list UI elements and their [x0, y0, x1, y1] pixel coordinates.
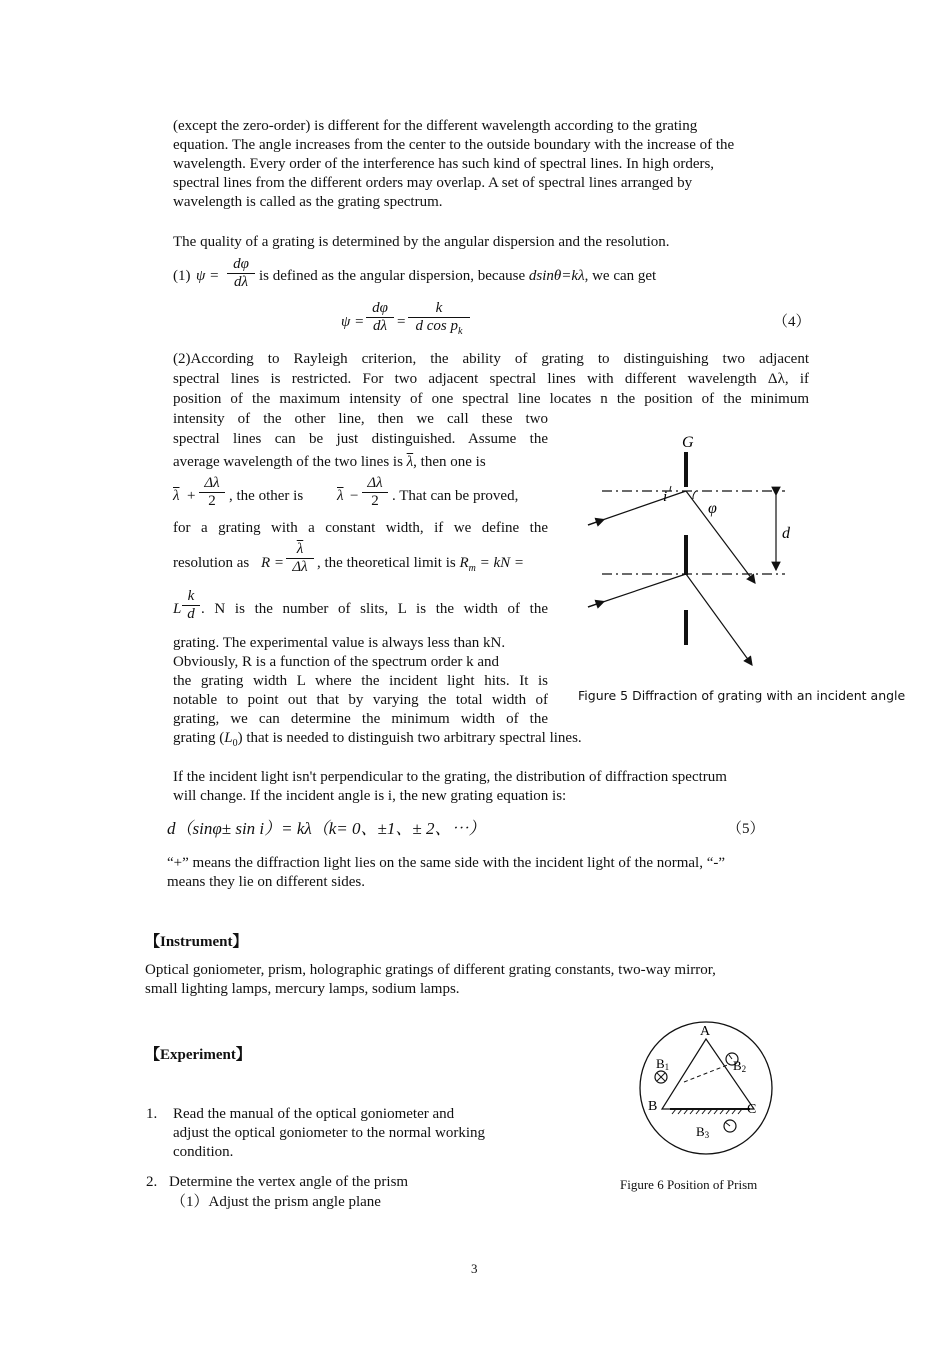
fraction-numerator: dφ	[227, 256, 255, 274]
label-phi: φ	[708, 500, 717, 517]
text-line: intensity of the other line, then we call these two	[173, 411, 548, 427]
minus-sign: −	[350, 488, 359, 504]
fraction-denominator: dλ	[373, 318, 387, 334]
eq4-fraction-1	[366, 300, 394, 335]
def-text-c: , we can get	[584, 268, 657, 284]
step-number: 1.	[146, 1106, 158, 1122]
eq4-lhs: ψ =	[341, 314, 365, 330]
figure-5-diagram	[580, 425, 810, 675]
text-line: the grating width L where the incident light hits. It is	[173, 673, 548, 689]
text-line: grating, we can determine the minimum width of the	[173, 711, 548, 727]
angle-arc-i	[670, 486, 671, 491]
text-line: wavelength. Every order of the interference has such kind of spectral lines. In high orders,	[173, 156, 715, 172]
text-line: Obviously, R is a function of the spectrum order k and	[173, 654, 500, 670]
eq4-fraction-2	[408, 300, 470, 340]
eq4-equals: =	[397, 314, 406, 330]
label-B: B	[648, 1099, 658, 1114]
symbol-L: L	[173, 601, 182, 617]
text-line: (2)According to Rayleigh criterion, the ability of grating to distinguishing two adjacent	[173, 351, 809, 367]
text-line: Optical goniometer, prism, holographic gratings of different grating constants, two-way mirror,	[145, 962, 716, 978]
text-line: spectral lines from the different orders may overlap. A set of spectral lines arranged by	[173, 175, 693, 191]
label-B3: B3	[696, 1124, 710, 1140]
figure-6-diagram	[634, 1015, 776, 1165]
eq5-label: （5）	[727, 821, 765, 837]
text-line: grating $(L_0)$ that is needed to distinguish two arbitrary spectral lines.	[173, 730, 582, 749]
step-text: adjust the optical goniometer to the normal working	[173, 1125, 486, 1141]
figure-6-caption: Figure 6 Position of Prism	[620, 1177, 758, 1192]
fraction-denominator: dλ	[234, 274, 248, 290]
text-line: If the incident light isn't perpendicular to the grating, the distribution of diffraction spectrum	[173, 769, 727, 785]
text-line: for a grating with a constant width, if we define the	[173, 520, 548, 536]
res-R: R =	[261, 555, 285, 571]
text-line: small lighting lamps, mercury lamps, sodium lamps.	[145, 981, 460, 997]
prism-triangle	[662, 1039, 754, 1109]
def-lead: (1)	[173, 268, 191, 284]
lambda-bar: $\overline{\lambda}$	[337, 488, 344, 504]
psi-symbol: ψ =	[196, 268, 220, 284]
eq4-label: （4）	[773, 314, 811, 330]
lambda-bar: $\overline{\lambda}$	[406, 454, 414, 470]
text-line: spectral lines can be just distinguished. Assume the	[173, 431, 548, 447]
text-line: will change. If the incident angle is i, the new grating equation is:	[173, 788, 567, 804]
def-text	[259, 267, 656, 286]
lambda-bar: $\overline{\lambda}$	[173, 488, 180, 504]
text-theoretical-limit: , the theoretical limit is $R_m$ = kN =	[317, 555, 525, 574]
fraction-resolution: $\frac{\overline{\lambda}}{\Delta\lambda}$	[286, 541, 314, 576]
heading-experiment: 【Experiment】	[145, 1047, 251, 1063]
text-line: average wavelength of the two lines is $\overline{\lambda}$, then one is	[173, 454, 486, 470]
incident-arrow	[588, 520, 604, 526]
substep-text: （1）Adjust the prism angle plane	[171, 1194, 381, 1210]
mirror-hatching	[670, 1109, 750, 1114]
page-number: 3	[471, 1261, 478, 1276]
text-line: wavelength is called as the grating spectrum.	[173, 194, 443, 210]
dashed-line	[684, 1064, 730, 1082]
fraction-k-over-d: $\frac{k}{d}$	[182, 588, 200, 623]
angle-arc-phi	[693, 491, 696, 499]
plus-sign: +	[187, 488, 196, 504]
heading-instrument: 【Instrument】	[145, 934, 248, 950]
text-line: grating. The experimental value is always less than kN.	[173, 635, 506, 651]
label-i: i	[663, 489, 668, 505]
text-line: notable to point out that by varying the total width of	[173, 692, 548, 708]
equation-5: d（sinφ± sin i）= kλ（k= 0、±1、± 2、⋯）	[167, 819, 486, 838]
label-B2: B2	[733, 1058, 747, 1074]
label-A: A	[700, 1024, 711, 1039]
fraction-dphi-dlambda	[227, 256, 255, 291]
step-number: 2.	[146, 1174, 158, 1190]
fraction-delta-lambda-half: $\frac{\Delta\lambda}{2}$	[362, 475, 388, 510]
text-quality: The quality of a grating is determined by the angular dispersion and the resolution.	[173, 234, 670, 250]
text-line: means they lie on different sides.	[167, 874, 366, 890]
text-line: “+” means the diffraction light lies on the same side with the incident light of the normal, “-”	[167, 855, 726, 871]
fraction-denominator: d $\cos p_k$	[415, 318, 463, 337]
text-line: (except the zero-order) is different for the different wavelength according to the grating	[173, 118, 698, 134]
step-text: Read the manual of the optical goniometer and	[173, 1106, 455, 1122]
incident-arrow	[588, 602, 604, 608]
def-text-a: is defined as the angular dispersion, because	[259, 268, 526, 284]
text-other: , the other is	[229, 488, 304, 504]
text-line: equation. The angle increases from the center to the outside boundary with the increase of the	[173, 137, 735, 153]
text-line: . N is the number of slits, L is the width of the	[201, 601, 548, 617]
fraction-numerator: dφ	[366, 300, 394, 318]
def-text-b: dsinθ=kλ	[528, 268, 585, 284]
diffracted-ray	[686, 574, 752, 665]
figure-5-caption: Figure 5 Diffraction of grating with an incident angle	[578, 688, 906, 703]
step-text: Determine the vertex angle of the prism	[169, 1174, 409, 1190]
fraction-delta-lambda-half: $\frac{\Delta\lambda}{2}$	[199, 475, 225, 510]
text-proved: . That can be proved,	[392, 488, 519, 504]
label-B1: B1	[656, 1056, 670, 1072]
text-line: position of the maximum intensity of one spectral line locates n the position of the minimum	[173, 391, 809, 407]
label-d: d	[782, 525, 790, 542]
label-G: G	[682, 434, 694, 451]
diffracted-ray	[686, 491, 755, 583]
step-text: condition.	[173, 1144, 234, 1160]
text-resolution: resolution as	[173, 555, 250, 571]
label-C: C	[747, 1102, 757, 1117]
fraction-numerator: k	[408, 300, 470, 318]
text-line: spectral lines is restricted. For two adjacent spectral lines with different wavelength Δλ, if	[173, 371, 809, 387]
